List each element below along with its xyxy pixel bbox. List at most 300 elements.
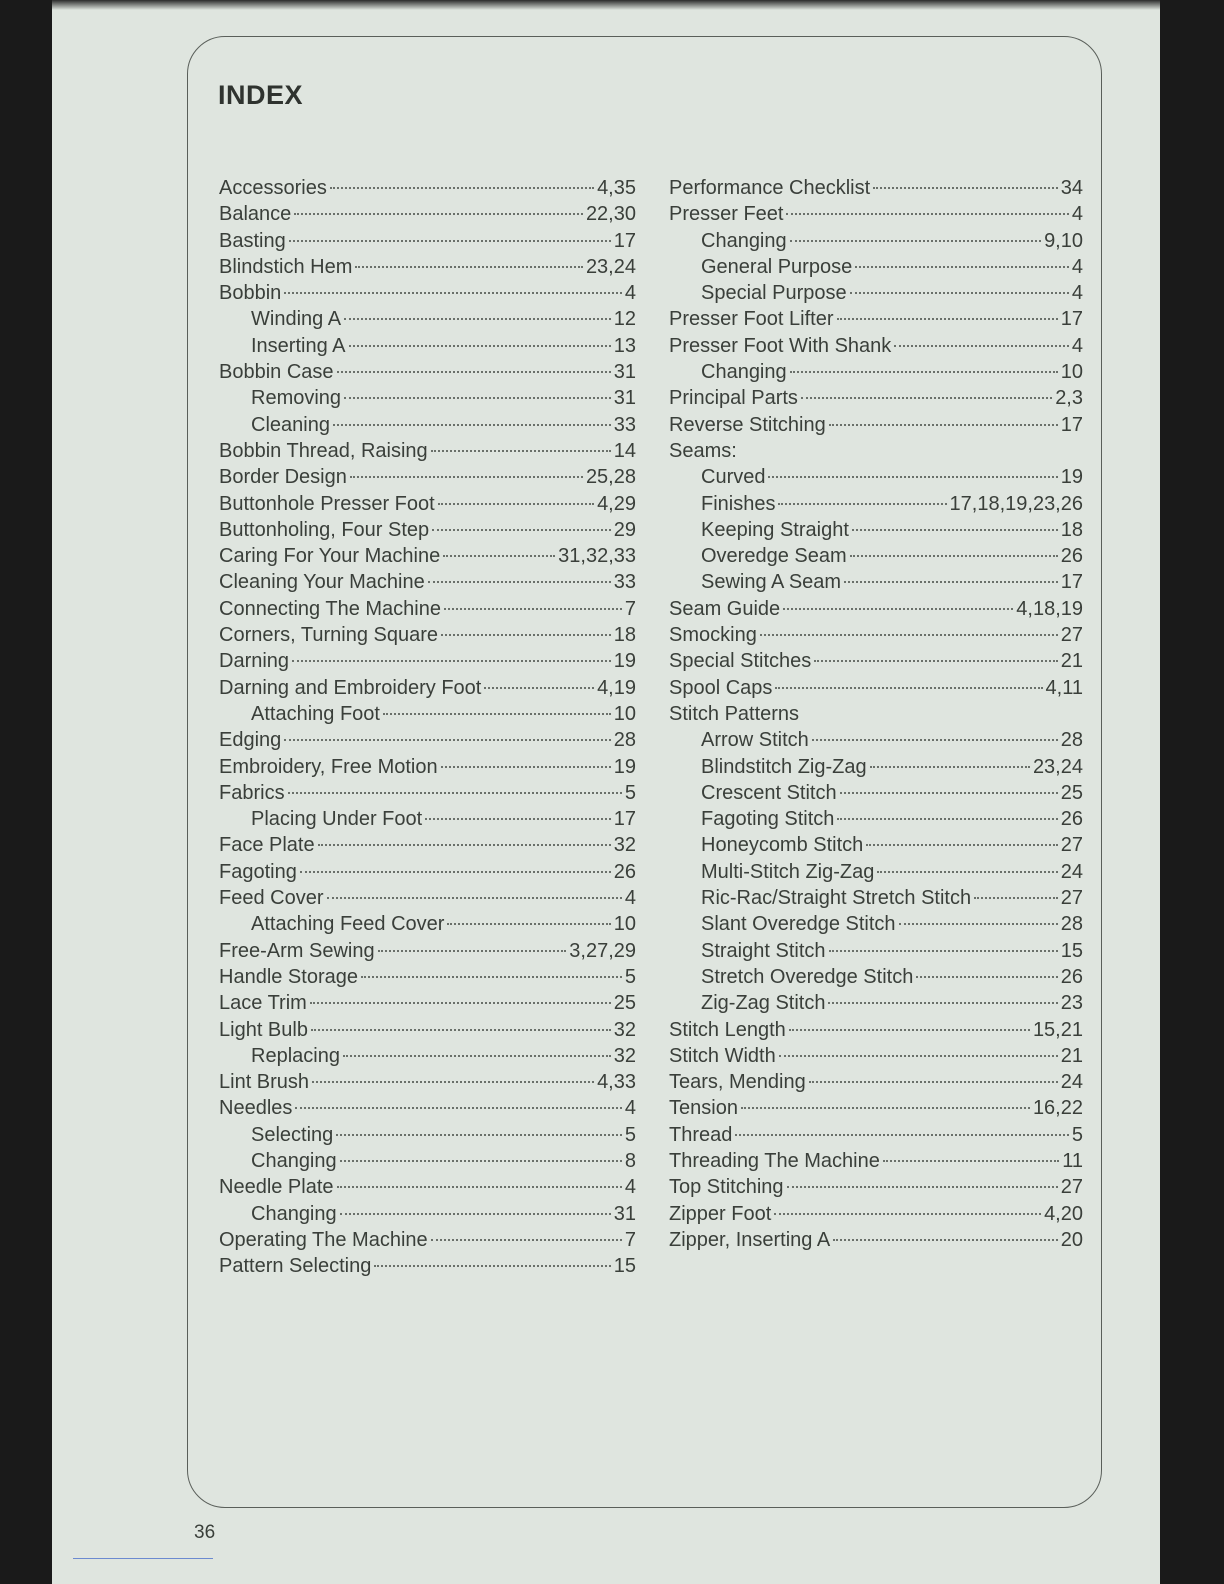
index-page-numbers: 25 (1060, 781, 1083, 804)
dot-leader (340, 1213, 611, 1215)
index-term: Blindstich Hem (219, 255, 353, 278)
index-term: Overedge Seam (701, 545, 847, 568)
index-page-numbers: 4 (1071, 203, 1083, 226)
dot-leader (337, 1186, 622, 1188)
dot-leader (790, 371, 1058, 373)
index-term: Replacing (251, 1044, 340, 1067)
index-term: Presser Foot Lifter (669, 308, 834, 331)
scan-artifact-line (73, 1558, 213, 1559)
index-page-numbers: 24 (1060, 1071, 1083, 1094)
index-page-numbers: 4,20 (1044, 1202, 1083, 1225)
index-entry (219, 543, 636, 569)
index-entry (669, 648, 1083, 674)
index-subentry (219, 1043, 636, 1069)
dot-leader (790, 240, 1041, 242)
index-subentry (669, 727, 1083, 753)
index-term: Placing Under Foot (251, 808, 423, 831)
index-term: Spool Caps (669, 676, 773, 699)
dot-leader (837, 318, 1058, 320)
index-term: Handle Storage (219, 965, 358, 988)
index-subentry (219, 911, 636, 937)
index-entry (669, 201, 1083, 227)
dot-leader (333, 424, 611, 426)
index-term: Reverse Stitching (669, 413, 826, 436)
dot-leader (295, 1107, 621, 1109)
dot-leader (441, 766, 611, 768)
index-subentry (219, 806, 636, 832)
index-page-numbers: 4 (624, 282, 636, 305)
index-page-numbers: 31 (613, 1202, 636, 1225)
dot-leader (292, 660, 611, 662)
index-page-numbers: 32 (613, 1044, 636, 1067)
page-number: 36 (194, 1522, 216, 1543)
index-term: Needle Plate (219, 1176, 334, 1199)
index-entry (669, 675, 1083, 701)
dot-leader (294, 213, 583, 215)
index-page-numbers: 17 (1060, 413, 1083, 436)
index-term: Honeycomb Stitch (701, 834, 864, 857)
index-subentry (219, 1148, 636, 1174)
index-page-numbers: 23,24 (1032, 755, 1083, 778)
dot-leader (300, 871, 611, 873)
dot-leader (344, 318, 611, 320)
index-term: Bobbin Case (219, 361, 334, 384)
index-entry (669, 596, 1083, 622)
index-entry (219, 754, 636, 780)
dot-leader (336, 1134, 622, 1136)
index-entry (669, 1017, 1083, 1043)
index-term: Principal Parts (669, 387, 798, 410)
index-term: Top Stitching (669, 1176, 784, 1199)
index-entry (669, 1201, 1083, 1227)
index-term: Fagoting Stitch (701, 808, 835, 831)
index-page-numbers: 5 (1071, 1123, 1083, 1146)
index-term: Blindstitch Zig-Zag (701, 755, 867, 778)
dot-leader (775, 687, 1042, 689)
index-subentry (219, 333, 636, 359)
index-page-numbers: 33 (613, 413, 636, 436)
index-term: Tears, Mending (669, 1071, 806, 1094)
index-term: Lace Trim (219, 992, 307, 1015)
index-page-numbers: 32 (613, 1018, 636, 1041)
index-page-numbers: 19 (1060, 466, 1083, 489)
index-page-numbers: 28 (1060, 913, 1083, 936)
dot-leader (866, 844, 1057, 846)
index-page-numbers: 27 (1060, 1176, 1083, 1199)
index-page-numbers: 10 (1060, 361, 1083, 384)
index-page-numbers: 16,22 (1032, 1097, 1083, 1120)
dot-leader (855, 266, 1069, 268)
index-page-numbers: 26 (1060, 545, 1083, 568)
index-page-numbers: 7 (624, 1228, 636, 1251)
dot-leader (431, 1239, 622, 1241)
index-subentry (669, 569, 1083, 595)
index-page-numbers: 7 (624, 597, 636, 620)
index-entry (669, 438, 1083, 464)
index-page-numbers: 11 (1062, 1149, 1083, 1172)
index-entry (219, 675, 636, 701)
index-entry (669, 175, 1083, 201)
index-page-numbers: 17 (613, 808, 636, 831)
index-page-numbers: 23 (1060, 992, 1083, 1015)
index-entry (219, 990, 636, 1016)
dot-leader (374, 1265, 610, 1267)
index-term: Balance (219, 203, 292, 226)
index-term: Smocking (669, 624, 757, 647)
index-entry (219, 1017, 636, 1043)
index-page-numbers: 12 (613, 308, 636, 331)
dot-leader (349, 345, 611, 347)
index-page-numbers: 26 (1060, 808, 1083, 831)
index-term: Changing (251, 1202, 337, 1225)
index-entry (219, 596, 636, 622)
index-page-numbers: 4 (1071, 255, 1083, 278)
index-term: Tension (669, 1097, 738, 1120)
index-term: Presser Foot With Shank (669, 334, 892, 357)
index-term: Fabrics (219, 781, 285, 804)
index-entry (669, 412, 1083, 438)
index-column-left (219, 175, 636, 1279)
dot-leader (484, 687, 594, 689)
index-page-numbers: 17 (613, 229, 636, 252)
index-term: Selecting (251, 1123, 334, 1146)
dot-leader (425, 818, 611, 820)
page-title: INDEX (218, 80, 304, 110)
dot-leader (350, 476, 583, 478)
index-term: Finishes (701, 492, 776, 515)
dot-leader (774, 1213, 1041, 1215)
dot-leader (801, 397, 1052, 399)
index-page-numbers: 15,21 (1032, 1018, 1083, 1041)
index-page-numbers: 29 (613, 518, 636, 541)
index-page-numbers: 3,27,29 (569, 939, 636, 962)
index-term: Stitch Patterns (669, 702, 800, 725)
index-entry (669, 1043, 1083, 1069)
index-term: Edging (219, 729, 282, 752)
index-page-numbers: 27 (1060, 624, 1083, 647)
index-term: Changing (701, 361, 787, 384)
dot-leader (383, 713, 611, 715)
index-page-numbers: 4 (624, 1176, 636, 1199)
index-term: Feed Cover (219, 887, 324, 910)
index-term: Slant Overedge Stitch (701, 913, 896, 936)
index-term: Keeping Straight (701, 518, 849, 541)
index-page-numbers: 4,33 (597, 1071, 636, 1094)
dot-leader (833, 1239, 1058, 1241)
index-page-numbers: 26 (613, 860, 636, 883)
dot-leader (318, 844, 611, 846)
index-page-numbers: 31,32,33 (558, 545, 636, 568)
index-page-numbers: 5 (624, 781, 636, 804)
index-term: Buttonholing, Four Step (219, 518, 430, 541)
index-page-numbers: 4 (624, 1097, 636, 1120)
index-entry (669, 306, 1083, 332)
index-entry (219, 254, 636, 280)
dot-leader (444, 608, 622, 610)
index-term: Changing (251, 1149, 337, 1172)
index-term: Thread (669, 1123, 733, 1146)
dot-leader (441, 634, 611, 636)
index-term: Embroidery, Free Motion (219, 755, 438, 778)
index-term: Special Purpose (701, 282, 847, 305)
index-subentry (669, 491, 1083, 517)
index-page-numbers: 17,18,19,23,26 (949, 492, 1083, 515)
dot-leader (337, 371, 611, 373)
dot-leader (829, 424, 1058, 426)
index-entry (669, 622, 1083, 648)
index-entry (219, 727, 636, 753)
index-page-numbers: 31 (613, 361, 636, 384)
dot-leader (837, 818, 1057, 820)
index-term: Removing (251, 387, 342, 410)
dot-leader (877, 871, 1057, 873)
index-page-numbers: 18 (613, 624, 636, 647)
dot-leader (284, 292, 622, 294)
index-term: Presser Feet (669, 203, 784, 226)
index-subentry (669, 964, 1083, 990)
index-subentry (669, 228, 1083, 254)
index-entry (219, 938, 636, 964)
index-subentry (219, 701, 636, 727)
dot-leader (344, 397, 611, 399)
index-subentry (219, 1201, 636, 1227)
index-term: Seams: (669, 439, 737, 462)
dot-leader (850, 292, 1069, 294)
index-entry (219, 780, 636, 806)
index-page-numbers: 34 (1060, 177, 1083, 199)
index-entry (219, 1227, 636, 1253)
index-term: Zig-Zag Stitch (701, 992, 826, 1015)
dot-leader (343, 1055, 611, 1057)
index-entry (219, 622, 636, 648)
index-term: Attaching Foot (251, 702, 380, 725)
index-page-numbers: 15 (613, 1255, 636, 1278)
index-entry (219, 464, 636, 490)
index-term: Zipper, Inserting A (669, 1228, 831, 1251)
index-entry (219, 175, 636, 201)
dot-leader (783, 608, 1013, 610)
index-term: Zipper Foot (669, 1202, 772, 1225)
index-term: Sewing A Seam (701, 571, 842, 594)
index-subentry (669, 938, 1083, 964)
index-term: Ric-Rac/Straight Stretch Stitch (701, 887, 972, 910)
dot-leader (829, 950, 1058, 952)
index-entry (219, 280, 636, 306)
index-entry (669, 333, 1083, 359)
index-page-numbers: 27 (1060, 887, 1083, 910)
index-term: Crescent Stitch (701, 781, 837, 804)
dot-leader (735, 1134, 1069, 1136)
index-subentry (669, 543, 1083, 569)
index-entry (669, 1095, 1083, 1121)
dot-leader (974, 897, 1058, 899)
index-page-numbers: 18 (1060, 518, 1083, 541)
index-entry (219, 1174, 636, 1200)
dot-leader (873, 187, 1058, 189)
dot-leader (870, 766, 1030, 768)
index-entry (219, 885, 636, 911)
dot-leader (840, 792, 1058, 794)
index-term: Straight Stitch (701, 939, 826, 962)
index-page-numbers: 8 (624, 1149, 636, 1172)
dot-leader (844, 581, 1058, 583)
index-subentry (219, 412, 636, 438)
index-page-numbers: 31 (613, 387, 636, 410)
index-subentry (669, 754, 1083, 780)
index-term: Seam Guide (669, 597, 781, 620)
index-subentry (669, 885, 1083, 911)
index-page-numbers: 32 (613, 834, 636, 857)
index-entry (219, 359, 636, 385)
index-entry (219, 832, 636, 858)
index-entry (219, 1069, 636, 1095)
dot-leader (778, 503, 946, 505)
index-term: General Purpose (701, 255, 853, 278)
index-term: Winding A (251, 308, 342, 331)
index-page-numbers: 17 (1060, 571, 1083, 594)
index-term: Stitch Width (669, 1044, 776, 1067)
dot-leader (340, 1160, 622, 1162)
index-page-numbers: 5 (624, 965, 636, 988)
dot-leader (432, 529, 611, 531)
index-term: Pattern Selecting (219, 1255, 372, 1278)
index-page-numbers: 4 (1071, 282, 1083, 305)
index-page-numbers: 20 (1060, 1228, 1083, 1251)
index-subentry (669, 280, 1083, 306)
dot-leader (809, 1081, 1058, 1083)
dot-leader (883, 1160, 1059, 1162)
index-page-numbers: 21 (1060, 1044, 1083, 1067)
index-page-numbers: 24 (1060, 860, 1083, 883)
dot-leader (438, 503, 594, 505)
index-subentry (669, 806, 1083, 832)
index-term: Connecting The Machine (219, 597, 441, 620)
index-entry (669, 701, 1083, 727)
dot-leader (361, 976, 622, 978)
index-entry (219, 964, 636, 990)
index-page-numbers: 23,24 (585, 255, 636, 278)
index-term: Performance Checklist (669, 177, 871, 199)
index-page-numbers: 4,11 (1045, 676, 1083, 699)
dot-leader (779, 1055, 1058, 1057)
dot-leader (284, 739, 610, 741)
dot-leader (852, 529, 1058, 531)
dot-leader (310, 1002, 611, 1004)
index-term: Darning (219, 650, 290, 673)
index-subentry (669, 911, 1083, 937)
index-term: Multi-Stitch Zig-Zag (701, 860, 875, 883)
index-term: Lint Brush (219, 1071, 310, 1094)
page-sheet (52, 0, 1160, 1584)
index-page-numbers: 2,3 (1055, 387, 1083, 410)
index-page-numbers: 21 (1060, 650, 1083, 673)
index-page-numbers: 19 (613, 755, 636, 778)
index-term: Stretch Overedge Stitch (701, 965, 914, 988)
index-entry (669, 1069, 1083, 1095)
index-page-numbers: 4,19 (597, 676, 636, 699)
index-page-numbers: 10 (613, 702, 636, 725)
index-term: Bobbin Thread, Raising (219, 439, 428, 462)
top-edge-shadow (52, 0, 1160, 10)
index-page-numbers: 25 (613, 992, 636, 1015)
index-entry (219, 491, 636, 517)
index-entry (219, 228, 636, 254)
index-subentry (219, 385, 636, 411)
index-entry (669, 385, 1083, 411)
index-term: Darning and Embroidery Foot (219, 676, 482, 699)
index-page-numbers: 27 (1060, 834, 1083, 857)
index-term: Inserting A (251, 334, 346, 357)
dot-leader (850, 555, 1058, 557)
index-page-numbers: 22,30 (585, 203, 636, 226)
index-term: Free-Arm Sewing (219, 939, 375, 962)
index-entry (219, 517, 636, 543)
index-subentry (669, 517, 1083, 543)
index-page-numbers: 4,35 (597, 177, 636, 199)
index-subentry (669, 832, 1083, 858)
index-term: Bobbin (219, 282, 282, 305)
dot-leader (447, 923, 610, 925)
index-term: Arrow Stitch (701, 729, 809, 752)
index-term: Cleaning Your Machine (219, 571, 425, 594)
index-page-numbers: 10 (613, 913, 636, 936)
index-term: Caring For Your Machine (219, 545, 441, 568)
index-page-numbers: 4 (624, 887, 636, 910)
dot-leader (760, 634, 1058, 636)
index-page-numbers: 4,18,19 (1016, 597, 1083, 620)
index-term: Attaching Feed Cover (251, 913, 445, 936)
index-subentry (219, 1122, 636, 1148)
index-term: Face Plate (219, 834, 315, 857)
index-page-numbers: 28 (1060, 729, 1083, 752)
index-term: Corners, Turning Square (219, 624, 439, 647)
index-entry (219, 1253, 636, 1279)
dot-leader (289, 240, 611, 242)
index-subentry (669, 254, 1083, 280)
dot-leader (443, 555, 555, 557)
dot-leader (899, 923, 1058, 925)
index-page-numbers: 17 (1060, 308, 1083, 331)
index-subentry (669, 780, 1083, 806)
index-term: Needles (219, 1097, 293, 1120)
dot-leader (741, 1107, 1030, 1109)
index-entry (219, 201, 636, 227)
index-subentry (669, 859, 1083, 885)
index-column-right (669, 175, 1083, 1253)
index-page-numbers: 4 (1071, 334, 1083, 357)
index-entry (669, 1148, 1083, 1174)
index-term: Fagoting (219, 860, 297, 883)
index-page-numbers: 28 (613, 729, 636, 752)
index-entry (219, 1095, 636, 1121)
index-term: Accessories (219, 177, 327, 199)
index-term: Light Bulb (219, 1018, 308, 1041)
index-term: Operating The Machine (219, 1228, 428, 1251)
index-page-numbers: 9,10 (1044, 229, 1083, 252)
index-term: Curved (701, 466, 766, 489)
index-term: Special Stitches (669, 650, 812, 673)
dot-leader (786, 213, 1068, 215)
dot-leader (787, 1186, 1058, 1188)
index-page-numbers: 4,29 (597, 492, 636, 515)
index-subentry (669, 464, 1083, 490)
index-term: Stitch Length (669, 1018, 786, 1041)
dot-leader (378, 950, 567, 952)
dot-leader (311, 1029, 611, 1031)
index-entry (669, 1122, 1083, 1148)
index-subentry (219, 306, 636, 332)
index-entry (219, 648, 636, 674)
